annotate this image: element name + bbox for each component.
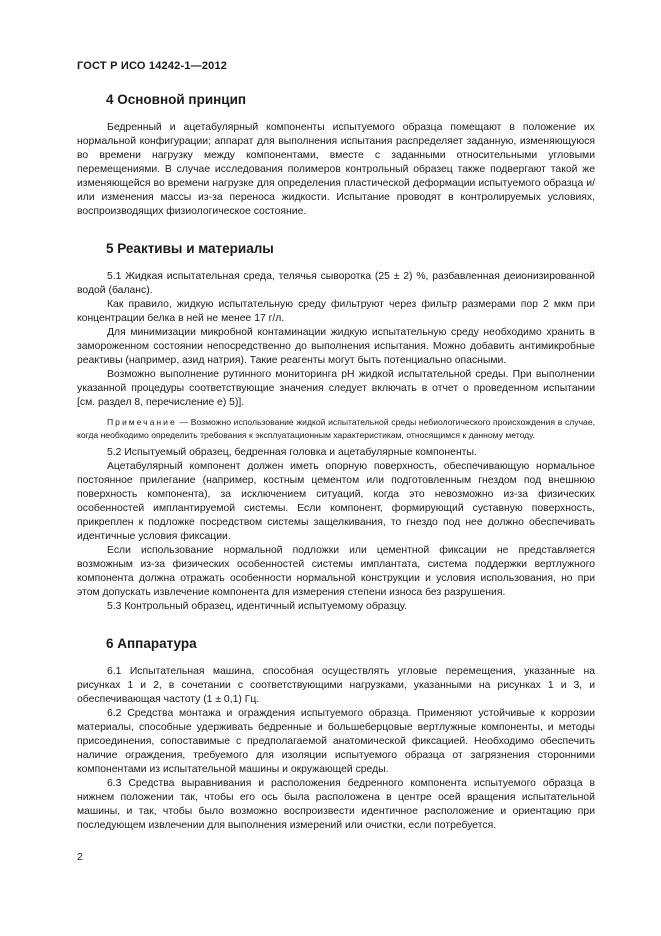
section-5-paragraph: Возможно выполнение рутинного мониторинга pH жидкой испытательной среды. При выполнении указанной процедуры соответствующие значения следует включать в отчет о проведенном испытании [см. раздел 8, перечисление е) 5)].: [77, 369, 595, 408]
section-5-heading: 5 Реактивы и материалы: [106, 241, 274, 256]
page-content: [77, 91, 595, 833]
section-5-paragraph: 5.2 Испытуемый образец, бедренная головка и ацетабулярные компоненты.: [107, 447, 477, 458]
standard-header: ГОСТ Р ИСО 14242-1—2012: [77, 60, 228, 72]
section-6-paragraph: 6.3 Средства выравнивания и расположения бедренного компонента испытуемого образца в нижнем положении так, чтобы его ось была расположена в центре осей вращения испытательной машины, и так, чтобы было возможно воспроизвести идентичное расположение и ориентацию при последующем извлечении для выполнения измерений или очистки, если потребуется.: [77, 778, 595, 831]
section-5-paragraph: 5.3 Контрольный образец, идентичный испытуемому образцу.: [107, 601, 407, 612]
page-number: 2: [77, 851, 83, 863]
note-label: Примечание: [107, 417, 177, 427]
section-5-paragraph: Для минимизации микробной контаминации жидкую испытательную среду необходимо хранить в замороженном состоянии непосредственно до выполнения испытания. Можно добавить антимикробные реактивы (например, азид натрия). Такие реагенты могут быть потенциально опасными.: [77, 327, 595, 366]
section-5-paragraph: Ацетабулярный компонент должен иметь опорную поверхность, обеспечивающую нормальное постоянное прилегание (например, костным цементом или подготовленным гнездом под внешнюю поверхность компонента), за исключением ситуаций, когда это невозможно из-за физических особенностей имплантируемой системы. Если компонент, формирующий суставную поверхность, прикреплен к подложке посредством системы защелкивания, то гнездо под нее должно обеспечивать идентичные условия фиксации.: [77, 461, 595, 542]
section-6-paragraph: 6.1 Испытательная машина, способная осуществлять угловые перемещения, указанные на рисунках 1 и 2, в сочетании с соответствующими нагрузками, указанными на рисунках 1 и 3, и обеспечивающая частоту (1 ± 0,1) Гц.: [77, 666, 595, 705]
section-5-paragraph: 5.1 Жидкая испытательная среда, телячья сыворотка (25 ± 2) %, разбавленная деионизированной водой (баланс).: [77, 271, 595, 296]
section-5-paragraph: Если использование нормальной подложки или цементной фиксации не представляется возможным из-за физических особенностей системы имплантата, система поддержки вертлужного компонента должна отражать особенности нормальной конструкции и условия использования, но при этом допускать извлечение компонента для измерения степени износа без разрушения.: [77, 545, 595, 598]
section-4-paragraph: Бедренный и ацетабулярный компоненты испытуемого образца помещают в положение их нормальной конфигурации; аппарат для выполнения испытания распределяет заданную, изменяющуюся во времени нагрузку между компонентами, вместе с заданными относительными угловыми перемещениями. В случае исследования полимеров контрольный образец также подвергают такой же изменяющейся во времени нагрузке для определения пластической деформации испытуемого образца и/или изменения массы из-за переноса жидкости. Испытание проводят в контролируемых условиях, воспроизводящих физиологическое состояние.: [77, 122, 595, 217]
section-4-heading: 4 Основной принцип: [106, 92, 247, 107]
section-5-note: [77, 416, 595, 441]
section-6-heading: 6 Аппаратура: [106, 636, 197, 651]
section-6-paragraph: 6.2 Средства монтажа и ограждения испытуемого образца. Применяют устойчивые к коррозии материалы, способные удерживать бедренные и большеберцовые вертлужные компоненты, и методы присоединения, сопоставимые с предполагаемой анатомической фиксацией. Необходимо обеспечить наличие ограждения, требуемого для изоляции испытуемого образца от загрязнения сторонними компонентами из испытательной машины и окружающей среды.: [77, 708, 595, 775]
note-text: — Возможно использование жидкой испытательной среды небиологического происхождения в случае, когда необходимо определить требования к эксплуатационным характеристикам, относящимся к данному методу.: [77, 417, 595, 440]
section-5-paragraph: Как правило, жидкую испытательную среду фильтруют через фильтр размерами пор 2 мкм при концентрации белка в ней не менее 17 г/л.: [77, 299, 595, 324]
